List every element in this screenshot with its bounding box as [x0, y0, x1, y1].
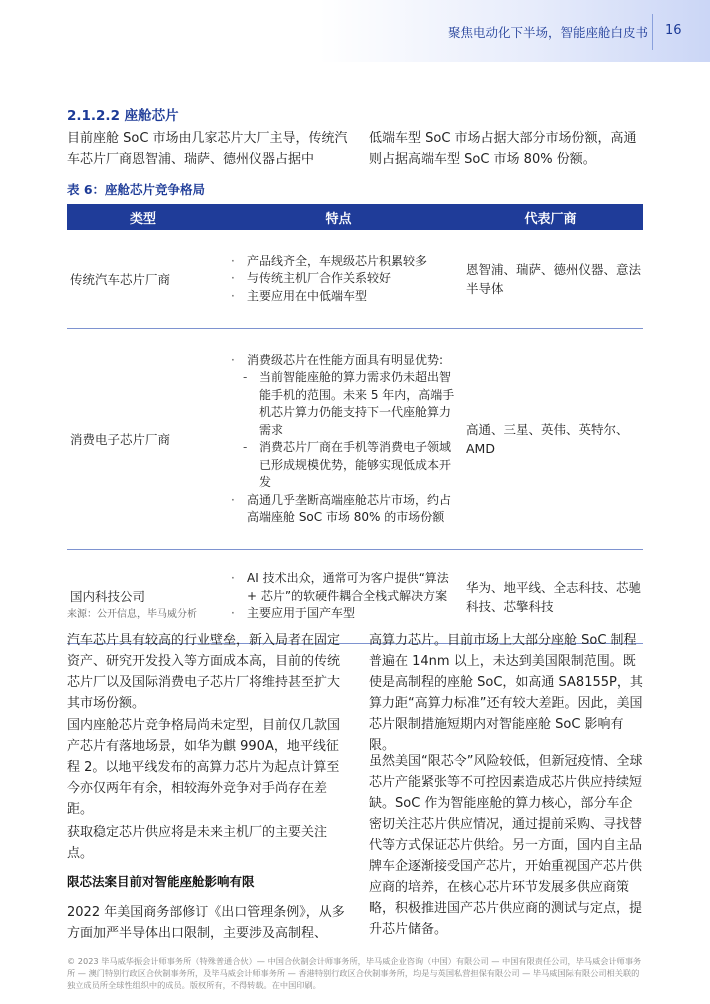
copyright-footer: © 2023 毕马威华振会计师事务所（特殊普通合伙）— 中国合伙制会计师事务所，毕马威企业咨询（中国）有限公司 — 中国有限责任公司，毕马威会计师事务所 — 澳门特别行政区合伙制事务所，及毕马威会计师事务所 — 香港特别行政区合伙制事务所，均是与英国私营担保有限公司 — 毕马威国际有限公司相关联的独立成员所全球性组织中的成员。版权所有，不得转载。在中国印刷。	[67, 956, 642, 990]
feature-item: · 与传统主机厂合作关系较好	[231, 271, 392, 286]
feature-item: · 产品线齐全，车规级芯片积累较多	[231, 253, 428, 268]
competition-table	[67, 204, 643, 644]
subheading: 限芯法案目前对智能座舱影响有限	[67, 874, 255, 889]
body-paragraph: 高算力芯片。目前市场上大部分座舱 SoC 制程普遍在 14nm 以上，未达到美国限制范围。既使是高制程的座舱 SoC，如高通 SA8155P，其算力距“高算力标准”还有较大差距。因此，美国芯片限制措施短期内对智能座舱 SoC 影响有限。	[369, 633, 643, 753]
row-features	[219, 230, 458, 328]
row-vendors: 高通、三星、英伟、英特尔、AMD	[466, 422, 629, 456]
feature-item: · 高通几乎垄断高端座舱芯片市场，约占高端座舱 SoC 市场 80% 的市场份额	[231, 492, 452, 524]
row-vendors: 华为、地平线、全志科技、芯驰科技、芯擎科技	[466, 579, 642, 614]
row-vendors: 恩智浦、瑞萨、德州仪器、意法半导体	[466, 262, 642, 296]
table-row	[67, 230, 643, 329]
feature-item: · 主要应用在中低端车型	[231, 288, 368, 303]
header-features: 特点	[325, 211, 352, 227]
body-paragraph: 虽然美国“限芯令”风险较低，但新冠疫情、全球芯片产能紧张等不可控因素造成芯片供应持续短缺。SoC 作为智能座舱的算力核心，部分车企密切关注芯片供应情况，通过提前采购、寻找替代等方式保证芯片供给。另一方面，国内自主品牌车企逐渐接受国产芯片，开始重视国产芯片供应商的培养，在核心芯片环节发展多供应商策略，积极推进国产芯片供应商的测试与定点，提升芯片储备。	[369, 754, 643, 937]
page-number: 16	[665, 23, 682, 38]
body-paragraph: 汽车芯片具有较高的行业壁垒，新入局者在固定资产、研究开发投入等方面成本高，目前的传统芯片厂以及国际消费电子芯片厂将维持甚至扩大其市场份额。	[67, 633, 341, 711]
row-features	[219, 329, 458, 549]
row-type: 传统汽车芯片厂商	[70, 271, 171, 287]
section-heading: 2.1.2.2 座舱芯片	[67, 108, 179, 124]
header-divider	[652, 14, 653, 50]
feature-subitem: - 消费芯片厂商在手机等消费电子领域已形成规模优势，能够实现低成本开发	[243, 440, 452, 489]
table-row	[67, 329, 643, 550]
feature-item: · 消费级芯片在性能方面具有明显优势:	[231, 352, 444, 367]
document-title: 聚焦电动化下半场，智能座舱白皮书	[447, 25, 648, 40]
intro-paragraph-left: 目前座舱 SoC 市场由几家芯片大厂主导，传统汽车芯片厂商恩智浦、瑞萨、德州仪器占据中	[67, 131, 348, 167]
row-type: 国内科技公司	[70, 589, 146, 604]
table-caption: 表 6：座舱芯片竞争格局	[67, 182, 206, 197]
row-type: 消费电子芯片厂商	[70, 431, 171, 447]
table-source: 来源：公开信息，毕马威分析	[67, 609, 197, 620]
header-vendors: 代表厂商	[524, 211, 577, 227]
body-paragraph: 国内座舱芯片竞争格局尚未定型，目前仅几款国产芯片有落地场景，如华为麒 990A，地平线征程 2。以地平线发布的高算力芯片为起点计算至今亦仅两年有余，相较海外竞争对手尚存在差距。	[67, 718, 341, 817]
feature-subitem: - 当前智能座舱的算力需求仍未超出智能手机的范围。未来 5 年内，高端手机芯片算力仍能支持下一代座舱算力需求	[243, 370, 455, 437]
body-paragraph: 获取稳定芯片供应将是未来主机厂的主要关注点。	[67, 825, 328, 861]
table-header-row	[67, 204, 643, 230]
feature-item: · 主要应用于国产车型	[231, 606, 356, 621]
header-type: 类型	[129, 211, 156, 227]
intro-paragraph-right: 低端车型 SoC 市场占据大部分市场份额，高通则占据高端车型 SoC 市场 80% 份额。	[369, 131, 637, 167]
body-paragraph: 2022 年美国商务部修订《出口管理条例》，从多方面加严半导体出口限制，主要涉及高制程、	[67, 905, 345, 941]
feature-item: · AI 技术出众，通常可为客户提供“算法 + 芯片”的软硬件耦合全栈式解决方案	[231, 571, 449, 603]
